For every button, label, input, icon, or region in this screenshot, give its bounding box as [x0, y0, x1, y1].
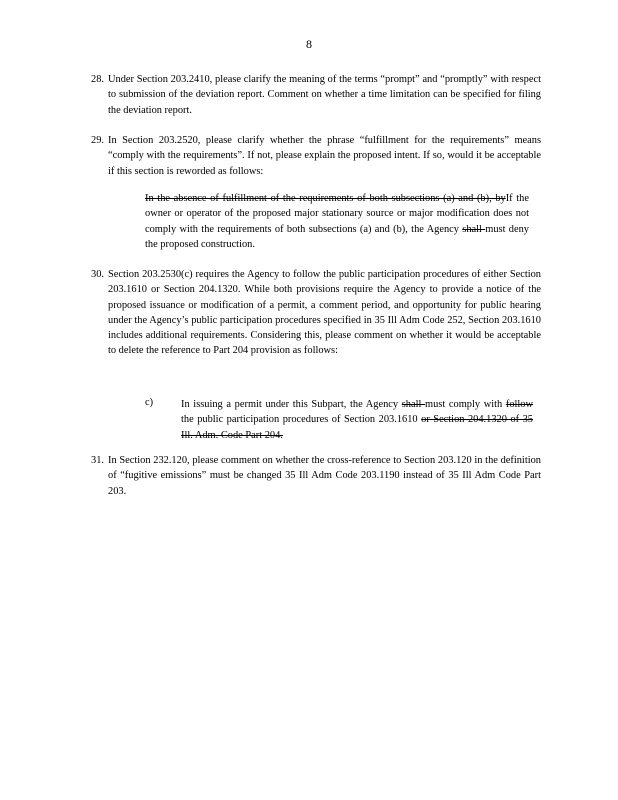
amended-text-30 [181, 397, 533, 443]
list-item-31 [91, 453, 541, 499]
deleted-text: shall [401, 399, 426, 410]
inserted-text: must comply with [425, 399, 506, 410]
deleted-text: In the absence of fulfillment of the requirements of both subsections (a) and (b), by [145, 193, 506, 204]
inserted-text: the public participation procedures of Section 203.1610 [181, 414, 422, 426]
item-number: 30. [91, 269, 104, 280]
item-text: Section 203.2530(c) requires the Agency to follow the public participation procedures of either Section 203.1610 or Section 204.1320. While both provisions require the Agency to provide a notice of the proposed issuance or modification of a permit, a comment period, and opportunity for public hearing under the Agency’s public participation procedures specified in 35 Ill Adm Code 252, Section 203.1610 includes additional requirements. Considering this, please comment on whether it would be acceptable to delete the reference to Part 204 provision as follows: [108, 269, 541, 357]
inserted-text: must deny the proposed construction. [145, 223, 529, 250]
list-item-30 [91, 267, 541, 359]
inserted-text: In issuing a permit under this Subpart, the Agency [181, 399, 402, 410]
item-number: 31. [91, 455, 104, 466]
amended-text-29 [145, 191, 529, 252]
list-item-28 [91, 72, 541, 118]
item-number: 29. [91, 135, 104, 146]
deleted-text: or Section 204.1320 of 35 Ill. Adm. Code Part 204. [181, 414, 533, 441]
deleted-text: follow [505, 399, 533, 410]
item-text: In Section 232.120, please comment on whether the cross-reference to Section 203.120 in the definition of “fugitive emissions” must be changed 35 Ill Adm Code 203.1190 instead of 35 Ill Adm Code Part 203. [108, 455, 541, 497]
deleted-text: shall [462, 223, 486, 235]
item-text: In Section 203.2520, please clarify whether the phrase “fulfillment for the requirements” means “comply with the requirements”. If not, please explain the proposed intent. If so, would it be acceptable if this section is reworded as follows: [108, 135, 541, 177]
subsection-label: c) [145, 397, 154, 408]
page-number: 8 [306, 37, 312, 51]
item-text: Under Section 203.2410, please clarify the meaning of the terms “prompt” and “promptly” with respect to submission of the deviation report. Comment on whether a time limitation can be specified for filing the deviation report. [108, 74, 541, 116]
list-item-29 [91, 133, 541, 179]
inserted-text: If the owner or operator of the proposed major stationary source or major modification does not comply with the requirements of both subsections (a) and (b), the Agency [145, 193, 529, 235]
item-number: 28. [91, 74, 104, 85]
